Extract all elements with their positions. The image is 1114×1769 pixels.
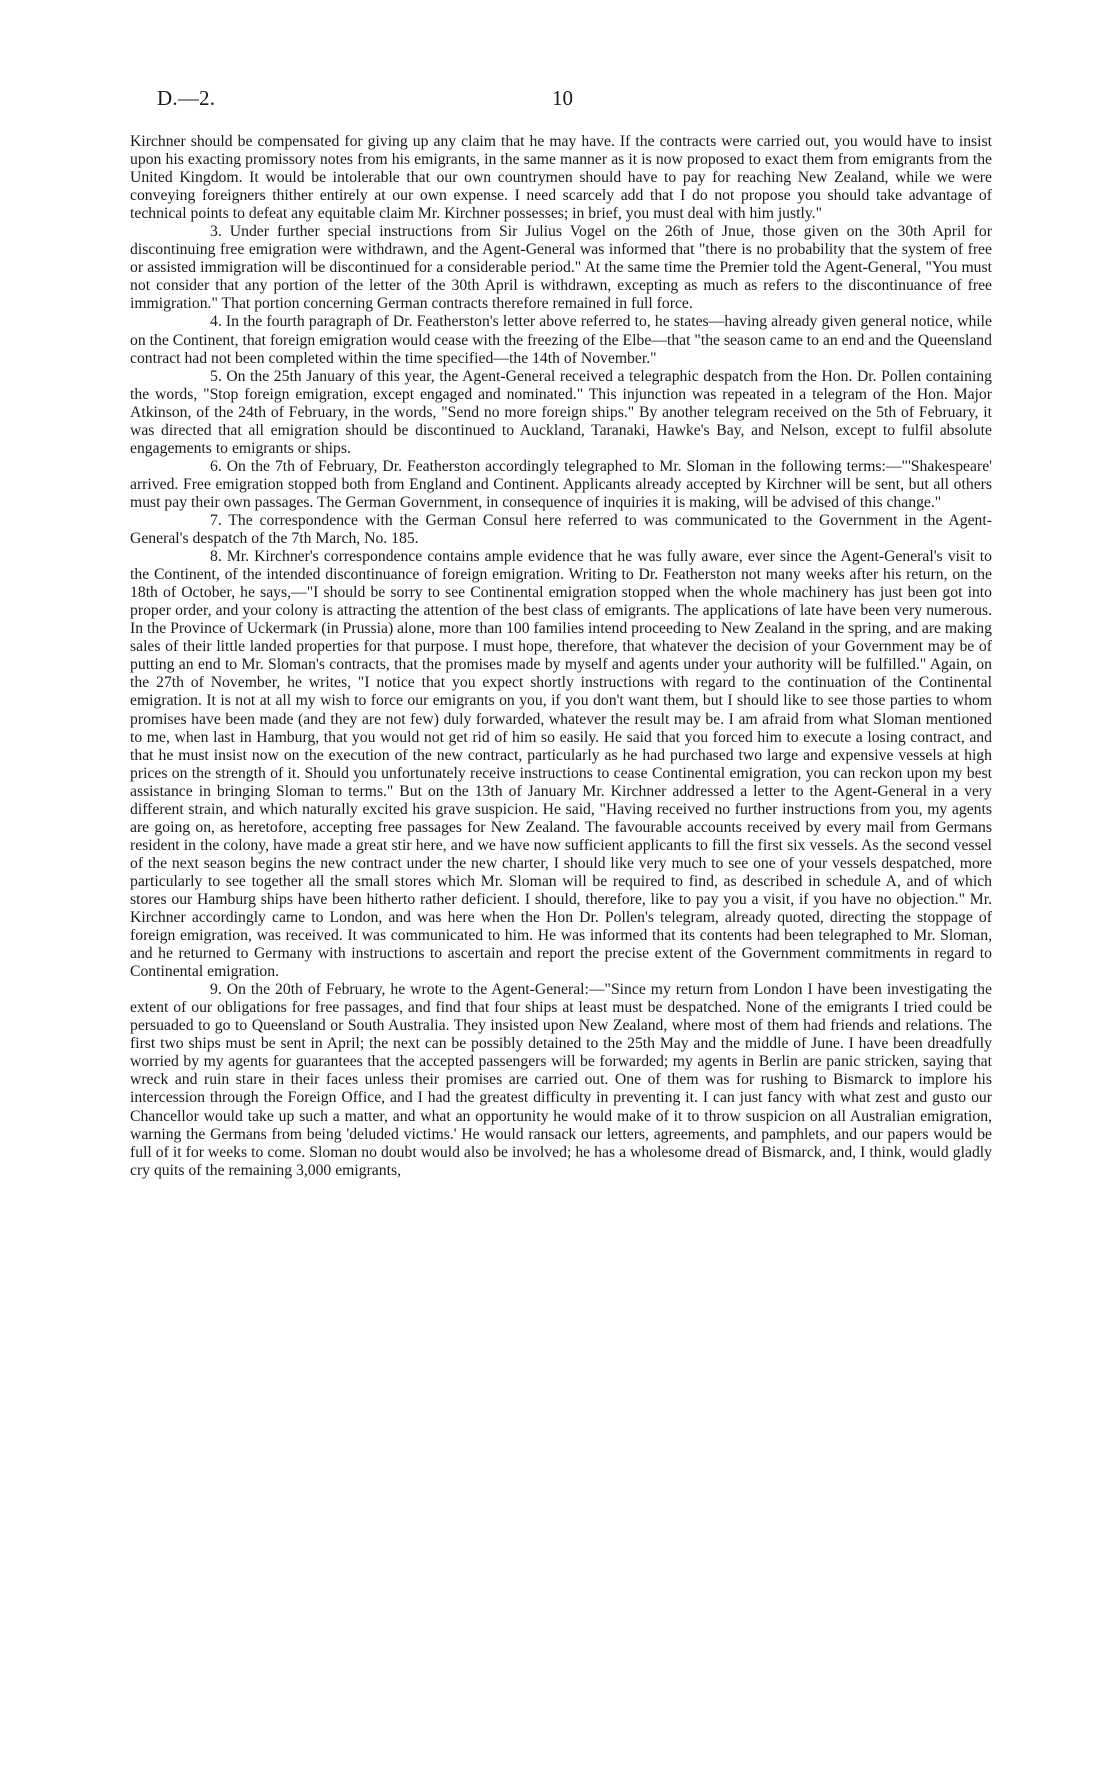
document-reference: D.—2. — [157, 86, 216, 110]
paragraph-9: 9. On the 20th of February, he wrote to the Agent-General:—"Since my return from London I have been investigating the extent of our obligations for free passages, and find that four ships at least must be despatched. None of the emigrants I tried could be persuaded to go to Queensland or South Australia. They insisted upon New Zealand, where most of them had friends and relations. The first two ships must be sent in April; the next can be possibly detained to the 25th May and the middle of June. I have been dreadfully worried by my agents for guarantees that the accepted passengers will be forwarded; my agents in Berlin are panic stricken, saying that wreck and ruin stare in their faces unless their promises are carried out. One of them was for rushing to Bismarck to implore his intercession through the Foreign Office, and I had the greatest difficulty in preventing it. I can just fancy with what zest and gusto our Chancellor would take up such a matter, and what an opportunity he would make of it to throw suspicion on all Australian emigration, warning the Germans from being 'deluded victims.' He would ransack our letters, agreements, and pamphlets, and our papers would be full of it for weeks to come. Sloman no doubt would also be involved; he has a wholesome dread of Bismarck, and, I think, would gladly cry quits of the remaining 3,000 emigrants, — [130, 981, 992, 1179]
paragraph-continuation: Kirchner should be compensated for giving up any claim that he may have. If the contracts were carried out, you would have to insist upon his exacting promissory notes from his emigrants, in the same manner as it is now proposed to exact them from emigrants from the United Kingdom. It would be intolerable that our own countrymen should have to pay for reaching New Zealand, while we were conveying foreigners thither entirely at our own expense. I need scarcely add that I do not propose you should take advantage of technical points to defeat any equitable claim Mr. Kirchner possesses; in brief, you must deal with him justly." — [130, 133, 992, 223]
page-header — [157, 86, 957, 118]
paragraph-6: 6. On the 7th of February, Dr. Featherston accordingly telegraphed to Mr. Sloman in the following terms:—"'Shakespeare' arrived. Free emigration stopped both from England and Continent. Applicants already accepted by Kirchner will be sent, but all others must pay their own passages. The German Government, in consequence of inquiries it is making, will be advised of this change." — [130, 457, 992, 511]
paragraph-3: 3. Under further special instructions from Sir Julius Vogel on the 26th of Jnue, those given on the 30th April for discontinuing free emigration were withdrawn, and the Agent-General was informed that "there is no probability that the system of free or assisted immigration will be discontinued for a considerable period." At the same time the Premier told the Agent-General, "You must not consider that any portion of the letter of the 30th April is withdrawn, excepting as much as refers to the discontinuance of free immigration." That portion concerning German contracts therefore remained in full force. — [130, 223, 992, 313]
paragraph-7: 7. The correspondence with the German Consul here referred to was communicated to the Government in the Agent-General's despatch of the 7th March, No. 185. — [130, 511, 992, 548]
paragraph-4: 4. In the fourth paragraph of Dr. Featherston's letter above referred to, he states—having already given general notice, while on the Continent, that foreign emigration would cease with the freezing of the Elbe—that "the season came to an end and the Queensland contract had not been completed within the time specified—the 14th of November." — [130, 313, 992, 367]
paragraph-5: 5. On the 25th January of this year, the Agent-General received a telegraphic despatch from the Hon. Dr. Pollen containing the words, "Stop foreign emigration, except engaged and nominated." This injunction was repeated in a telegram of the Hon. Major Atkinson, of the 24th of February, in the words, "Send no more foreign ships." By another telegram received on the 5th of February, it was directed that all emigration should be discontinued to Auckland, Taranaki, Hawke's Bay, and Nelson, except to fulfil absolute engagements to emigrants or ships. — [130, 367, 992, 457]
page-number: 10 — [552, 86, 573, 110]
paragraph-8: 8. Mr. Kirchner's correspondence contains ample evidence that he was fully aware, ever since the Agent-General's visit to the Continent, of the intended discontinuance of foreign emigration. Writing to Dr. Featherston not many weeks after his return, on the 18th of October, he says,—"I should be sorry to see Continental emigration stopped when the whole machinery has just been got into proper order, and your colony is attracting the attention of the best class of emigrants. The applications of late have been very numerous. In the Province of Uckermark (in Prussia) alone, more than 100 families intend proceeding to New Zealand in the spring, and are making sales of their little landed properties for that purpose. I must hope, therefore, that whatever the decision of your Government may be of putting an end to Mr. Sloman's contracts, that the promises made by myself and agents under your authority will be fulfilled." Again, on the 27th of November, he writes, "I notice that you expect shortly instructions with regard to the continuation of the Continental emigration. It is not at all my wish to force our emigrants on you, if you don't want them, but I should like to see those parties to whom promises have been made (and they are not few) duly forwarded, whatever the result may be. I am afraid from what Sloman mentioned to me, when last in Hamburg, that you would not get rid of him so easily. He said that you forced him to execute a losing contract, and that he must insist now on the execution of the new contract, particularly as he had purchased two large and expensive vessels at high prices on the strength of it. Should you unfortunately receive instructions to cease Continental emigration, you can reckon upon my best assistance in bringing Sloman to terms." But on the 13th of January Mr. Kirchner addressed a letter to the Agent-General in a very different strain, and which naturally excited his grave suspicion. He said, "Having received no further instructions from you, my agents are going on, as heretofore, accepting free passages for New Zealand. The favourable accounts received by every mail from Germans resident in the colony, have made a great stir here, and we have now sufficient applicants to fill the first six vessels. As the second vessel of the next season begins the new contract under the new charter, I should like very much to see one of your vessels despatched, more particularly to see together all the small stores which Mr. Sloman will be required to find, as described in schedule A, and of which stores our Hamburg ships have been hitherto rather deficient. I should, therefore, like to pay you a visit, if you have no objection." Mr. Kirchner accordingly came to London, and was here when the Hon Dr. Pollen's telegram, already quoted, directing the stoppage of foreign emigration, was received. It was communicated to him. He was informed that its contents had been telegraphed to Mr. Sloman, and he returned to Germany with instructions to ascertain and report the precise extent of the Government commitments in regard to Continental emigration. — [130, 548, 992, 981]
body-text — [130, 133, 992, 1180]
